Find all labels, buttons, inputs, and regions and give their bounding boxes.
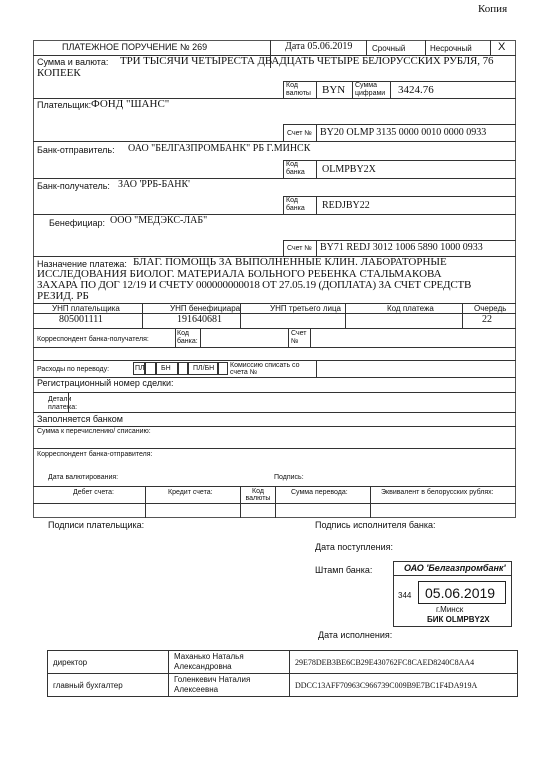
currency-code-value: BYN <box>322 84 346 96</box>
payer-label: Плательщик: <box>37 100 92 110</box>
corr-account-label: Счет № <box>291 330 307 345</box>
signer-name <box>169 674 290 697</box>
unp-beneficiary-value: 191640681 <box>177 314 222 325</box>
bank-signature-label: Подпись: <box>274 474 304 481</box>
signers-table <box>47 650 518 697</box>
expense-option-pl[interactable]: ПЛ <box>135 365 145 372</box>
receiver-bank-code-value: REDJBY22 <box>322 200 370 211</box>
signer-role: директор <box>48 651 169 674</box>
payer-name: ФОНД "ШАНС" <box>91 98 170 110</box>
expense-option-plbn[interactable]: ПЛ/БН <box>193 365 215 372</box>
stamp-bik: БИК OLMPBY2X <box>427 615 490 624</box>
signer-name <box>169 651 290 674</box>
sender-bank-code-value: OLMPBY2X <box>322 164 376 175</box>
nonurgent-label: Несрочный <box>430 44 472 53</box>
credit-label: Кредит счета: <box>168 489 213 496</box>
deal-registration-label: Регистрационный номер сделки: <box>37 378 174 388</box>
bank-stamp-label: Штамп банка: <box>315 565 373 575</box>
commission-label: Комиссию списать со счета № <box>230 362 300 376</box>
amount-label: Сумма и валюта: <box>37 57 109 67</box>
sum-digits-label: Сумма цифрами <box>355 82 386 97</box>
purpose-label: Назначение платежа: <box>37 259 127 269</box>
sum-digits-value: 3424.76 <box>398 84 434 96</box>
transfer-sum-label: Сумма к перечислению/ списанию: <box>37 428 151 435</box>
urgent-label: Срочный <box>372 44 406 53</box>
stamp-bank-name: ОАО 'Белгазпромбанк' <box>404 563 506 573</box>
payment-code-label: Код платежа <box>387 304 434 313</box>
sender-bank-code-label: Код банка <box>286 161 305 176</box>
copy-label: Копия <box>478 3 508 15</box>
signer-name-line1: Маханько Наталья <box>174 652 244 661</box>
stamp-date-box <box>418 581 506 604</box>
beneficiary-account-value: BY71 REDJ 3012 1006 5890 1000 0933 <box>320 242 483 253</box>
form-title: ПЛАТЕЖНОЕ ПОРУЧЕНИЕ № 269 <box>62 42 208 52</box>
receipt-date-label: Дата поступления: <box>315 542 394 552</box>
amount-words-line1: ТРИ ТЫСЯЧИ ЧЕТЫРЕСТА ДВАДЦАТЬ ЧЕТЫРЕ БЕЛОРУССКИХ РУБЛЯ, 76 <box>120 55 494 67</box>
signer-hash: DDCC13AFF70963C966739C009B9E7BC1F4DA919A <box>290 674 518 697</box>
debit-label: Дебет счета: <box>73 489 114 496</box>
value-date-label: Дата валютирования: <box>48 474 119 481</box>
stamp-city: г.Минск <box>436 605 464 614</box>
payer-account-label: Счет № <box>287 130 312 137</box>
unp-payer-label: УНП плательщика <box>52 304 120 313</box>
unp-payer-value: 805001111 <box>59 314 103 325</box>
queue-label: Очередь <box>474 304 507 313</box>
currency-code-label: Код валюты <box>286 82 311 97</box>
signer-hash: 29E78DEB3BE6CB29E430762FC8CAED8240C8AA4 <box>290 651 518 674</box>
beneficiary-name: ООО "МЕДЭКС-ЛАБ" <box>110 215 208 226</box>
payer-account-value: BY20 OLMP 3135 0000 0010 0000 0933 <box>320 127 487 138</box>
currency-code-col-label: Код валюты <box>245 488 271 502</box>
transfer-amount-label: Сумма перевода: <box>291 489 348 496</box>
queue-value: 22 <box>482 314 492 325</box>
signer-name-line2: Александровна <box>174 662 232 671</box>
unp-third-label: УНП третьего лица <box>270 304 341 313</box>
nonurgent-checkbox[interactable]: X <box>498 41 506 53</box>
expense-option-bn[interactable]: БН <box>161 365 171 372</box>
correspondent-label: Корреспондент банка-получателя: <box>37 336 149 343</box>
stamp-number: 344 <box>398 591 412 600</box>
form-date: Дата 05.06.2019 <box>285 41 353 52</box>
receiver-bank-label: Банк-получатель: <box>37 181 110 191</box>
purpose-line2: ИССЛЕДОВАНИЯ БИОЛОГ. МАТЕРИАЛА БОЛЬНОГО РЕБЕНКА СТАЛЬМАКОВА <box>37 268 442 280</box>
signer-role: главный бухгалтер <box>48 674 169 697</box>
expenses-label: Расходы по переводу: <box>37 366 110 373</box>
equivalent-label: Эквивалент в белорусских рублях: <box>381 489 494 496</box>
receiver-bank-name: ЗАО 'РРБ-БАНК' <box>118 179 190 190</box>
beneficiary-label: Бенефициар: <box>49 218 106 228</box>
beneficiary-account-label: Счет № <box>287 245 312 252</box>
unp-beneficiary-label: УНП бенефициара <box>170 304 241 313</box>
execution-date-label: Дата исполнения: <box>318 630 393 640</box>
corr-bank-code-label: Код банка: <box>177 330 198 345</box>
corr-sender-label: Корреспондент банка-отправителя: <box>37 451 153 458</box>
purpose-line3: ЗАХАРА ПО ДОГ 12/19 И СЧЕТУ 000000000018 ОТ 27.05.19 (ДОПЛАТА) ЗА СЧЕТ СРЕДСТВ <box>37 279 472 291</box>
purpose-line1: БЛАГ. ПОМОЩЬ ЗА ВЫПОЛНЕННЫЕ КЛИН. ЛАБОРАТОРНЫЕ <box>133 256 447 268</box>
stamp-date: 05.06.2019 <box>425 585 496 601</box>
purpose-line4: РЕЗИД. РБ <box>37 290 89 302</box>
bank-stamp <box>393 561 512 627</box>
bank-executor-signature-label: Подпись исполнителя банка: <box>315 520 436 530</box>
sender-bank-label: Банк-отправитель: <box>37 145 115 155</box>
payment-details-label: Детали платежа: <box>48 396 78 411</box>
signer-name-line1: Голенкевич Наталия <box>174 675 251 684</box>
bank-filled-label: Заполняется банком <box>37 414 123 424</box>
payer-signatures-label: Подписи плательщика: <box>48 520 145 530</box>
signer-row <box>48 674 518 697</box>
sender-bank-name: ОАО "БЕЛГАЗПРОМБАНК" РБ Г.МИНСК <box>128 143 311 154</box>
signer-row <box>48 651 518 674</box>
amount-words-line2: КОПЕЕК <box>37 67 81 79</box>
signer-name-line2: Алексеевна <box>174 685 219 694</box>
receiver-bank-code-label: Код банка <box>286 197 305 212</box>
